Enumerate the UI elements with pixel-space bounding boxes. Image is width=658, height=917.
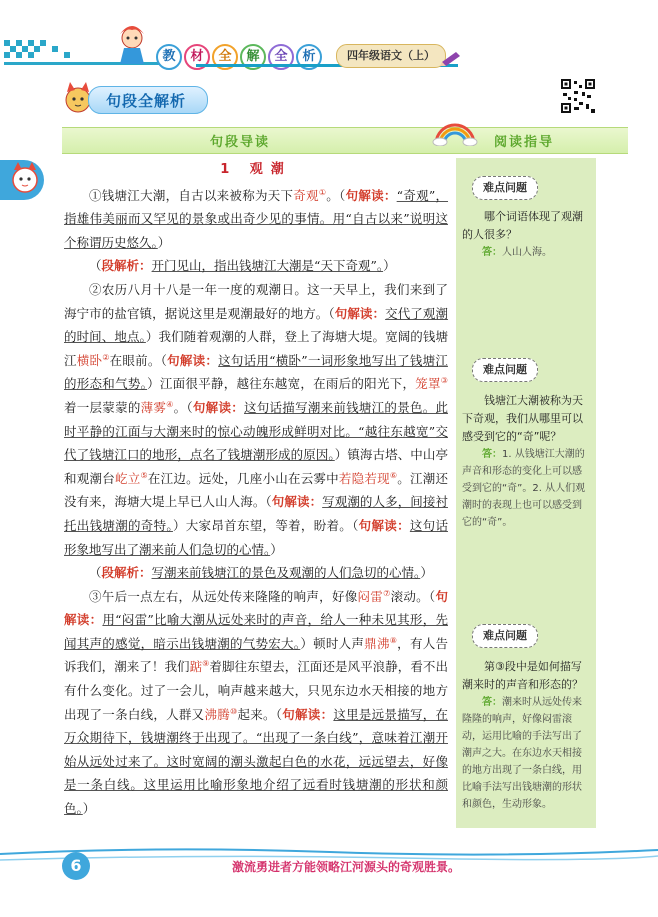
analysis-label: 句解读: [282, 706, 321, 722]
paragraph: [64, 561, 448, 585]
footer-slogan: 激流勇进者方能领略江河源头的奇观胜景。: [232, 860, 461, 874]
analysis-text: 这句话用“横卧”一词形象地写出了钱塘江的形态和气势。: [64, 352, 448, 392]
paragraph: [64, 254, 448, 278]
body-text: 。（: [326, 187, 346, 203]
analysis-text: 用“闷雷”比喻大潮从远处来时的声音，给人一种未见其形，先闻其声的感觉，暗示出钱塘潮的气势宏大。: [64, 612, 448, 651]
keyword: 鼎沸: [364, 635, 390, 651]
body-text: 起来。（: [237, 706, 283, 722]
analysis-text: 这句话描写潮来前钱塘江的景色。此时平静的江面与大潮来时的惊心动魄形成鲜明对比。“越往东越宽”交代了钱塘江口的地形，点名了钱塘潮形成的原因。: [64, 399, 448, 463]
body-text: ）顿时人声: [300, 635, 365, 651]
paragraph: [64, 278, 448, 561]
cat-face-icon: [10, 162, 40, 198]
analysis-label: 句解读: [192, 399, 232, 415]
rainbow-icon: [432, 120, 478, 146]
series-char-4: 解: [240, 44, 266, 70]
series-char-5: 全: [268, 44, 294, 70]
body-text: ①钱塘江大潮，自古以来被称为天下: [89, 187, 294, 203]
side-item: [462, 658, 590, 813]
footnote-marker: ⑧: [389, 635, 398, 645]
answer-text: 1. 从钱塘江大潮的声音和形态的变化上可以感受到它的“奇”。2. 从人们观潮时的表现上也可以感受到它的“奇”。: [462, 449, 586, 528]
footnote-marker: ⑩: [229, 706, 238, 716]
answer-label: 答：: [482, 697, 502, 708]
pencil-icon: [440, 50, 462, 66]
analysis-label: 句解读: [271, 494, 310, 510]
side-answer: [462, 244, 590, 261]
side-answer: [462, 446, 590, 531]
side-question: 钱塘江大潮被称为天下奇观，我们从哪里可以感受到它的“奇”呢？: [462, 394, 583, 443]
analysis-text: 写观潮的人多，间接衬托出钱塘潮的奇特。: [64, 494, 448, 533]
keyword: 薄雾: [140, 399, 167, 415]
body-text: ）镇海古塔、中山亭和观潮台: [64, 447, 448, 486]
analysis-label: ：: [89, 612, 103, 628]
difficult-question-badge: 难点问题: [472, 624, 538, 648]
footnote-marker: ⑦: [383, 588, 391, 598]
series-char-6: 析: [296, 44, 322, 70]
body-text: 着一层蒙蒙的: [64, 399, 141, 415]
body-text: ）: [383, 258, 396, 274]
footnote-marker: ⑨: [202, 659, 210, 669]
analysis-text: 这里是远景描写，在万众期待下，钱塘潮终于出现了。“出现了一条白线”，意味着江潮开始从远处过来了。这时宽阔的潮头激起白色的水花，远远望去，好像是一条白线。这里运用比喻形象地介绍了远看时钱塘潮的形状和颜色。: [64, 706, 448, 817]
body-text: 滚动。（: [390, 588, 436, 604]
body-text: ③午后一点左右，从远处传来隆隆的响声，好像: [89, 588, 358, 604]
keyword: 踮: [189, 659, 203, 675]
series-char-1: 教: [156, 44, 182, 70]
footnote-marker: ⑥: [389, 470, 398, 480]
analysis-label: ：: [139, 258, 152, 274]
footnote-marker: ①: [318, 187, 327, 197]
analysis-text: 写潮来前钱塘江的景色及观潮的人们急切的心情。: [151, 565, 421, 581]
body-text: ）大家昂首东望，等着，盼着。（: [172, 517, 359, 533]
body-text: ）我们随着观潮的人群，登上了海塘大堤。宽阔的钱塘江: [64, 329, 448, 368]
body-text: 在眼前。（: [109, 352, 168, 368]
analysis-text: 这句话形象地写出了潮来前人们急切的心情。: [64, 517, 448, 557]
body-text: ）: [420, 565, 433, 581]
footnote-marker: ④: [166, 399, 174, 409]
body-text: 着脚往东望去，江面还是风平浪静，看不出有什么变化。过了一会儿，响声越来越大，只见东边水天相接的地方出现了一条白线，人群又: [64, 659, 448, 722]
body-text: 在江边。远处，几座小山在云雾中: [147, 470, 339, 486]
analysis-label: 句解读: [64, 588, 448, 628]
analysis-label: 段解析: [101, 565, 140, 581]
keyword: 沸腾: [204, 706, 230, 722]
body-text: ）: [82, 801, 96, 817]
footnote-marker: ⑤: [140, 470, 148, 480]
section-title: 句段全解析: [106, 92, 187, 110]
keyword: 横卧: [76, 352, 103, 368]
keyword: 奇观: [293, 187, 319, 203]
main-text: [64, 158, 448, 848]
analysis-text: 交代了观潮的时间、地点。: [64, 305, 448, 345]
analysis-label: 段解析: [101, 258, 140, 274]
side-question: 哪个词语体现了观潮的人很多？: [462, 210, 583, 241]
analysis-label: 句解读: [358, 517, 398, 533]
body-text: ，有人告诉我们，潮来了！我们: [64, 635, 448, 675]
analysis-text: “奇观”，指雄伟美丽而又罕见的景象或出奇少见的事情。用“自古以来”说明这个称谓历史悠久。: [64, 187, 449, 250]
body-text: （: [89, 565, 102, 581]
analysis-label: ：: [139, 565, 152, 581]
body-text: ）: [157, 234, 171, 250]
paragraph: [64, 184, 448, 255]
body-text: ）: [270, 541, 283, 557]
analysis-label: 句解读: [167, 352, 206, 368]
analysis-label: ：: [383, 187, 397, 203]
keyword: 屹立: [114, 470, 141, 486]
lesson-title: 1 观潮: [220, 162, 292, 177]
difficult-question-badge: 难点问题: [472, 176, 538, 200]
keyword: 若隐若现: [338, 470, 390, 486]
body-text: 。江潮还没有来，海塘大堤上早已人山人海。（: [64, 470, 448, 510]
page-number: 6: [62, 852, 90, 880]
side-item: [462, 208, 590, 261]
answer-text: 潮来时从远处传来隆隆的响声，好像闷雷滚动，运用比喻的手法写出了潮声之大。在东边水天相接的地方出现了一条白线，用比喻手法写出钱塘潮的形状和颜色，生动形象。: [462, 697, 582, 810]
paragraph: [64, 585, 448, 821]
analysis-label: ：: [372, 305, 386, 321]
body-text: ）江面很平静，越往东越宽，在雨后的阳光下，: [147, 376, 416, 392]
nav-label-guide: 句段导读: [210, 135, 271, 150]
difficult-question-badge: 难点问题: [472, 358, 538, 382]
analysis-label: ：: [320, 706, 334, 722]
analysis-label: ：: [397, 517, 410, 533]
body-text: ②农历八月十八是一年一度的观潮日。这一天早上，我们来到了海宁市的盐官镇，据说这里是观潮最好的地方。（: [64, 281, 448, 321]
analysis-label: 句解读: [334, 305, 373, 321]
answer-text: 人山人海。: [502, 247, 552, 258]
side-answer: [462, 694, 590, 813]
answer-label: 答：: [482, 247, 502, 258]
qr-code-icon[interactable]: [560, 78, 596, 114]
grade-label: 四年级语文（上）: [336, 44, 446, 68]
keyword: 闷雷: [357, 588, 384, 604]
nav-label-reading: 阅读指导: [494, 135, 555, 150]
series-char-3: 全: [212, 44, 238, 70]
footnote-marker: ②: [102, 352, 110, 362]
keyword: 笼罩: [415, 376, 441, 392]
side-question: 第③段中是如何描写潮来时的声音和形态的？: [462, 660, 583, 691]
analysis-text: 开门见山，指出钱塘江大潮是“天下奇观”。: [151, 258, 384, 274]
answer-label: 答：: [482, 449, 502, 460]
side-item: [462, 392, 590, 531]
analysis-label: ：: [205, 352, 219, 368]
analysis-label: ：: [231, 399, 244, 415]
fairy-mascot-icon: [112, 22, 152, 68]
body-text: 。（: [173, 399, 193, 415]
body-text: （: [89, 258, 102, 274]
analysis-label: ：: [309, 494, 323, 510]
analysis-label: 句解读: [345, 187, 384, 203]
footnote-marker: ③: [440, 376, 448, 386]
series-char-2: 材: [184, 44, 210, 70]
